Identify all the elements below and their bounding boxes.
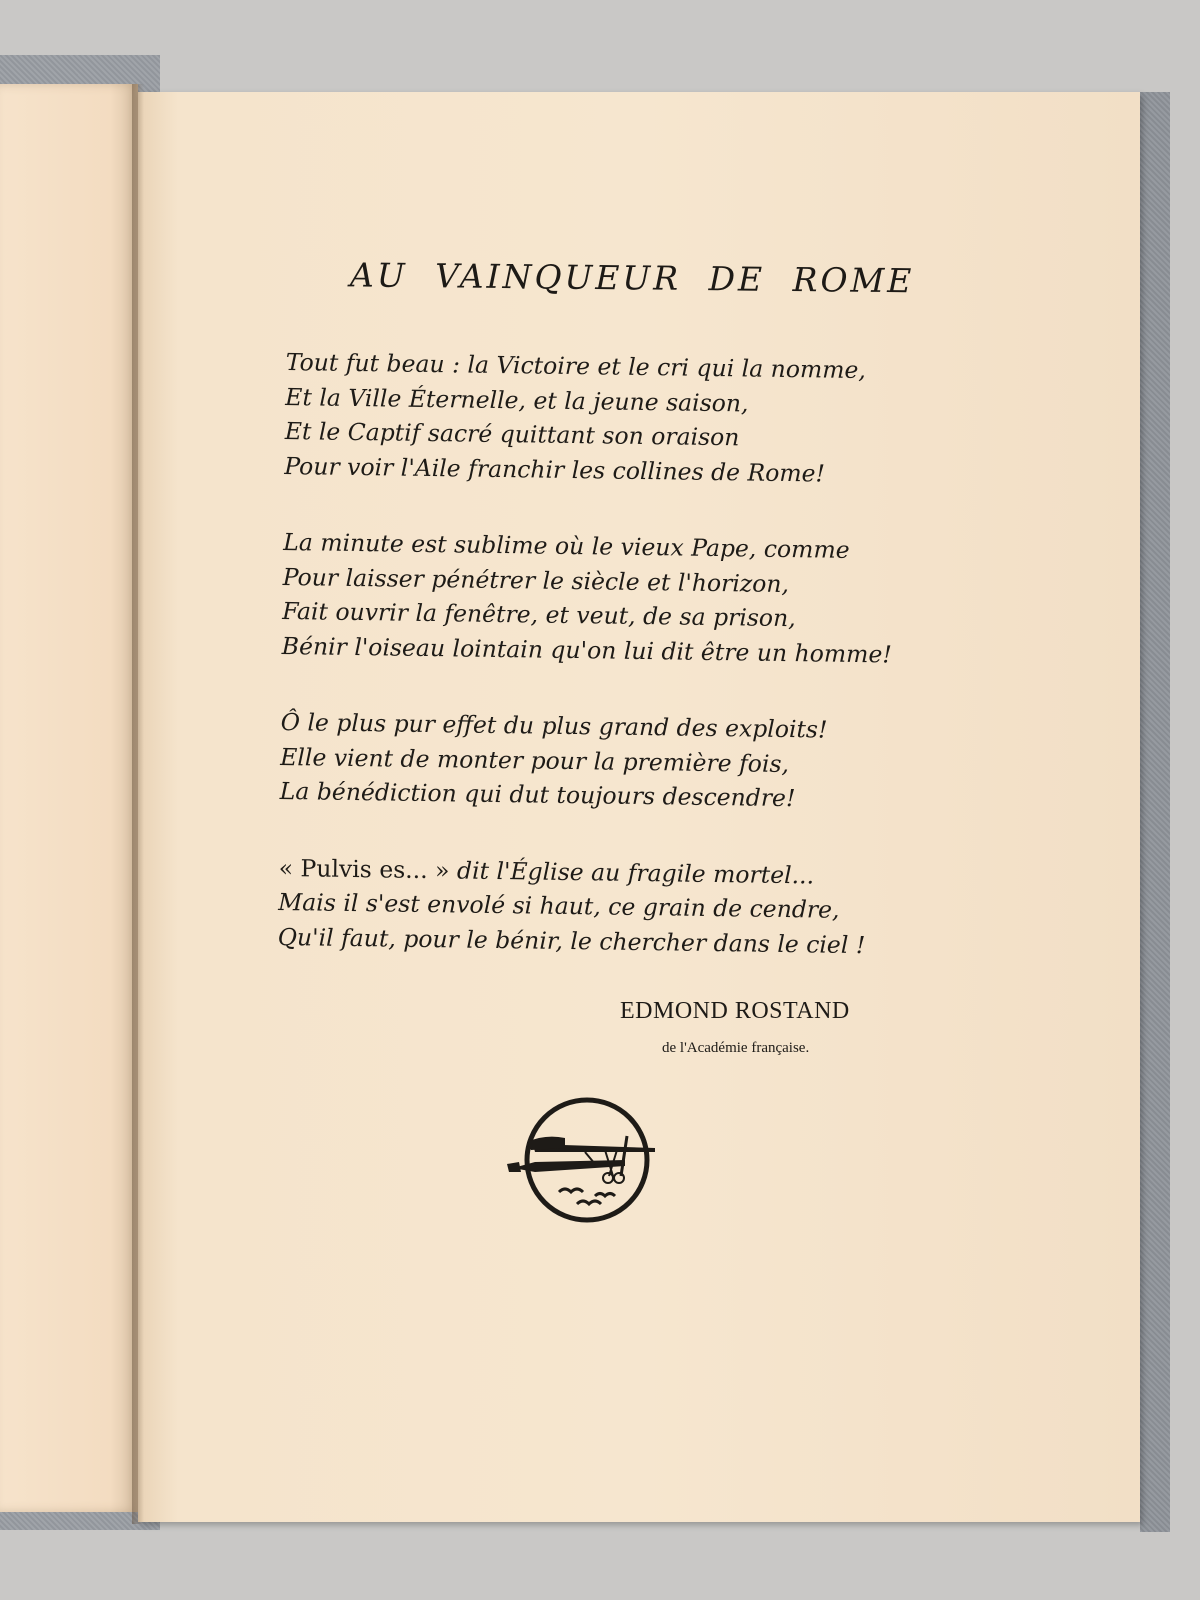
poem-line: La bénédiction qui dut toujours descendre! <box>279 776 796 813</box>
poem-line: Et le Captif sacré quittant son oraison <box>284 416 740 452</box>
poem-line: Fait ouvrir la fenêtre, et veut, de sa prison, <box>282 596 796 633</box>
author-affiliation: de l'Académie française. <box>662 1040 810 1056</box>
poem-line: Et la Ville Éternelle, et la jeune saison, <box>285 382 749 417</box>
poem-line: Bénir l'oiseau lointain qu'on lui dit être un homme! <box>281 631 893 668</box>
poem-line: Tout fut beau : la Victoire et le cri qui la nomme, <box>285 347 867 385</box>
poem-line: Qu'il faut, pour le bénir, le chercher dans le ciel ! <box>277 922 866 959</box>
poem-line: Mais il s'est envolé si haut, ce grain de cendre, <box>278 887 840 924</box>
latin-quote: « Pulvis es... » <box>278 853 450 884</box>
stanza-2 <box>282 525 904 672</box>
stanza-1 <box>284 345 906 492</box>
poem-line: Ô le plus pur effet du plus grand des exploits! <box>280 707 828 744</box>
poem-line: La minute est sublime où le vieux Pape, comme <box>283 527 850 564</box>
stanza-4 <box>277 850 898 962</box>
poem-line: Elle vient de monter pour la première fois, <box>280 742 790 778</box>
book-cover-cloth-edge <box>1140 92 1170 1532</box>
stanza-3 <box>280 705 901 817</box>
left-page <box>0 84 138 1512</box>
poem-body <box>277 345 906 1005</box>
poem-line-rest: dit l'Église au fragile mortel... <box>449 855 815 889</box>
poem-title: AU VAINQUEUR DE ROME <box>349 255 915 301</box>
poem-line: Pour laisser pénétrer le siècle et l'horizon, <box>282 562 790 598</box>
page-gutter <box>132 84 144 1524</box>
airplane-emblem-icon <box>505 1092 670 1227</box>
author-name: EDMOND ROSTAND <box>620 998 850 1024</box>
poem-line: Pour voir l'Aile franchir les collines de Rome! <box>284 451 826 488</box>
